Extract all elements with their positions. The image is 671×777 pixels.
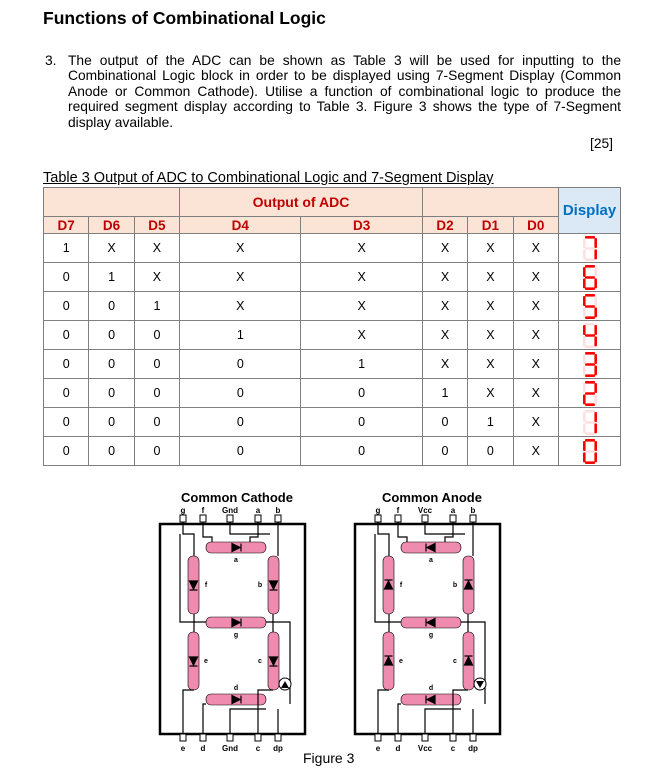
table-cell: X bbox=[134, 263, 179, 292]
table-cell: X bbox=[422, 321, 467, 350]
segment-b bbox=[594, 354, 597, 364]
table-cell: 1 bbox=[44, 234, 89, 263]
segment-b bbox=[594, 412, 597, 422]
table-cell: X bbox=[513, 292, 558, 321]
segment-c bbox=[594, 394, 597, 404]
segment-f bbox=[583, 238, 586, 248]
table-cell: X bbox=[422, 234, 467, 263]
segment-label: g bbox=[233, 632, 239, 639]
cathode-diagram bbox=[150, 504, 325, 764]
table-cell: X bbox=[513, 234, 558, 263]
table-row bbox=[44, 437, 621, 466]
table-cell: X bbox=[513, 437, 558, 466]
table-cell: X bbox=[513, 263, 558, 292]
table-cell: X bbox=[301, 321, 422, 350]
segment-c bbox=[594, 307, 597, 317]
table-cell: 1 bbox=[180, 321, 301, 350]
table-cell: 0 bbox=[89, 292, 134, 321]
segment-d bbox=[585, 287, 595, 290]
segment-label: a bbox=[234, 557, 238, 564]
table-cell: X bbox=[468, 379, 513, 408]
column-header-d3: D3 bbox=[301, 217, 422, 234]
segment-c bbox=[594, 336, 597, 346]
segment-a bbox=[585, 294, 595, 297]
question-number: 3. bbox=[45, 53, 57, 68]
top-pin-label: b bbox=[470, 506, 476, 515]
table-cell: 0 bbox=[301, 408, 422, 437]
segment-e bbox=[583, 278, 586, 288]
segment-g bbox=[585, 363, 595, 366]
table-cell: 0 bbox=[134, 321, 179, 350]
top-pin-label: a bbox=[255, 506, 261, 515]
segment-d bbox=[585, 403, 595, 406]
table-cell: X bbox=[468, 263, 513, 292]
table-row bbox=[44, 350, 621, 379]
segment-a bbox=[585, 265, 595, 268]
bottom-pin-label: c bbox=[255, 744, 261, 753]
segment-g bbox=[585, 305, 595, 308]
segment-g bbox=[585, 421, 595, 424]
display-digit-5 bbox=[559, 292, 621, 321]
segment-f bbox=[583, 412, 586, 422]
table-cell: X bbox=[89, 234, 134, 263]
segment-f bbox=[583, 325, 586, 335]
display-digit-0 bbox=[559, 437, 621, 466]
table-cell: 0 bbox=[44, 408, 89, 437]
segment-e bbox=[583, 452, 586, 462]
segment-e bbox=[583, 307, 586, 317]
segment-b bbox=[594, 325, 597, 335]
display-digit-7 bbox=[559, 234, 621, 263]
table-cell: 0 bbox=[89, 408, 134, 437]
segment-a bbox=[585, 410, 595, 413]
segment-g bbox=[585, 392, 595, 395]
seven-segment-icon bbox=[582, 380, 598, 407]
segment-c bbox=[594, 278, 597, 288]
top-pin-label: f bbox=[201, 506, 205, 515]
table-cell: 0 bbox=[180, 350, 301, 379]
segment-g bbox=[585, 247, 595, 250]
table-cell: X bbox=[301, 234, 422, 263]
cathode-title: Common Cathode bbox=[181, 490, 293, 505]
table-cell: X bbox=[513, 350, 558, 379]
table-cell: X bbox=[513, 321, 558, 350]
table-cell: 0 bbox=[44, 350, 89, 379]
table-cell: 1 bbox=[422, 379, 467, 408]
segment-label: a bbox=[429, 557, 433, 564]
display-header: Display bbox=[559, 188, 621, 234]
table-cell: 0 bbox=[44, 263, 89, 292]
table-row bbox=[44, 263, 621, 292]
segment-f bbox=[583, 383, 586, 393]
segment-b bbox=[594, 441, 597, 451]
table-cell: X bbox=[180, 234, 301, 263]
table-cell: 0 bbox=[44, 379, 89, 408]
table-cell: X bbox=[468, 350, 513, 379]
table-cell: 0 bbox=[468, 437, 513, 466]
segment-d bbox=[585, 258, 595, 261]
figure-caption: Figure 3 bbox=[303, 750, 355, 766]
adc-table bbox=[43, 187, 621, 466]
table-caption: Table 3 Output of ADC to Combinational Logic and 7-Segment Display bbox=[43, 170, 494, 186]
display-digit-2 bbox=[559, 379, 621, 408]
top-pin-label: a bbox=[450, 506, 456, 515]
table-cell: 0 bbox=[134, 408, 179, 437]
bottom-pin-label: dp bbox=[468, 744, 478, 753]
seven-segment-icon bbox=[582, 235, 598, 262]
seven-segment-icon bbox=[582, 409, 598, 436]
table-cell: 0 bbox=[44, 292, 89, 321]
table-cell: 0 bbox=[301, 437, 422, 466]
segment-c bbox=[594, 365, 597, 375]
table-cell: X bbox=[513, 408, 558, 437]
table-row bbox=[44, 321, 621, 350]
table-cell: 1 bbox=[89, 263, 134, 292]
segment-f bbox=[583, 267, 586, 277]
table-cell: 0 bbox=[180, 379, 301, 408]
column-header-d0: D0 bbox=[513, 217, 558, 234]
seven-segment-icon bbox=[582, 264, 598, 291]
table-cell: 0 bbox=[180, 437, 301, 466]
seven-segment-icon bbox=[582, 293, 598, 320]
table-row bbox=[44, 292, 621, 321]
segment-g bbox=[585, 334, 595, 337]
segment-label: c bbox=[453, 658, 457, 665]
top-pin-label: f bbox=[396, 506, 400, 515]
table-cell: 0 bbox=[134, 379, 179, 408]
segment-b bbox=[594, 383, 597, 393]
question-text: The output of the ADC can be shown as Table 3 will be used for inputting to the Combinational Logic block in order to be displayed using 7-Segment Display (Common Anode or Common Cathode). Utilise a function of combinational logic to produce the required segment display according to Table 3. Figure 3 shows the type of 7-Segment display available. bbox=[68, 53, 621, 130]
table-cell: 1 bbox=[134, 292, 179, 321]
segment-b bbox=[594, 267, 597, 277]
table-row bbox=[44, 379, 621, 408]
column-header-d1: D1 bbox=[468, 217, 513, 234]
table-cell: 0 bbox=[44, 321, 89, 350]
segment-g bbox=[585, 450, 595, 453]
segment-label: e bbox=[204, 658, 208, 665]
segment-d bbox=[585, 316, 595, 319]
segment-a bbox=[585, 381, 595, 384]
segment-label: c bbox=[258, 658, 262, 665]
table-cell: 0 bbox=[89, 321, 134, 350]
display-digit-6 bbox=[559, 263, 621, 292]
table-cell: X bbox=[180, 263, 301, 292]
anode-diagram bbox=[345, 504, 520, 764]
column-header-d7: D7 bbox=[44, 217, 89, 234]
segment-c bbox=[594, 452, 597, 462]
bottom-pin-label: dp bbox=[273, 744, 283, 753]
segment-label: d bbox=[428, 685, 434, 692]
bottom-pin-label: d bbox=[200, 744, 206, 753]
table-cell: X bbox=[422, 263, 467, 292]
bottom-pin-label: e bbox=[375, 744, 381, 753]
group-header: Output of ADC bbox=[180, 188, 423, 217]
table-row bbox=[44, 408, 621, 437]
segment-f bbox=[583, 441, 586, 451]
display-digit-4 bbox=[559, 321, 621, 350]
column-header-d2: D2 bbox=[422, 217, 467, 234]
segment-g bbox=[585, 276, 595, 279]
table-cell: X bbox=[180, 292, 301, 321]
segment-c bbox=[594, 423, 597, 433]
table-cell: 0 bbox=[134, 437, 179, 466]
column-header-d6: D6 bbox=[89, 217, 134, 234]
question-marks: [25] bbox=[590, 136, 614, 151]
segment-label: f bbox=[399, 582, 403, 589]
table-cell: 0 bbox=[89, 350, 134, 379]
top-pin-label: g bbox=[180, 506, 186, 515]
top-pin-label: Vcc bbox=[417, 506, 433, 515]
anode-title: Common Anode bbox=[382, 490, 482, 505]
segment-e bbox=[583, 249, 586, 259]
table-cell: X bbox=[468, 292, 513, 321]
bottom-pin-label: c bbox=[450, 744, 456, 753]
table-cell: 0 bbox=[301, 379, 422, 408]
table-cell: 0 bbox=[89, 379, 134, 408]
table-cell: X bbox=[134, 234, 179, 263]
segment-b bbox=[594, 238, 597, 248]
bottom-pin-label: e bbox=[180, 744, 186, 753]
table-cell: X bbox=[422, 350, 467, 379]
table-cell: 0 bbox=[44, 437, 89, 466]
table-cell: X bbox=[301, 263, 422, 292]
top-pin-label: Gnd bbox=[222, 506, 238, 515]
display-digit-1 bbox=[559, 408, 621, 437]
display-digit-3 bbox=[559, 350, 621, 379]
segment-label: e bbox=[399, 658, 403, 665]
table-cell: 0 bbox=[134, 350, 179, 379]
top-pin-label: g bbox=[375, 506, 381, 515]
table-cell: 1 bbox=[301, 350, 422, 379]
bottom-pin-label: Gnd bbox=[222, 744, 238, 753]
segment-c bbox=[594, 249, 597, 259]
segment-e bbox=[583, 336, 586, 346]
bottom-pin-label: d bbox=[395, 744, 401, 753]
table-cell: X bbox=[301, 292, 422, 321]
column-header-d4: D4 bbox=[180, 217, 301, 234]
table-cell: 0 bbox=[180, 408, 301, 437]
segment-a bbox=[585, 323, 595, 326]
bottom-pin-label: Vcc bbox=[417, 744, 433, 753]
segment-a bbox=[585, 236, 595, 239]
segment-d bbox=[585, 432, 595, 435]
segment-d bbox=[585, 345, 595, 348]
table-cell: X bbox=[468, 234, 513, 263]
segment-a bbox=[585, 439, 595, 442]
segment-d bbox=[585, 374, 595, 377]
segment-a bbox=[585, 352, 595, 355]
segment-label: b bbox=[452, 582, 458, 589]
table-cell: 0 bbox=[89, 437, 134, 466]
column-header-d5: D5 bbox=[134, 217, 179, 234]
table-cell: 1 bbox=[468, 408, 513, 437]
segment-d bbox=[585, 461, 595, 464]
page-heading: Functions of Combinational Logic bbox=[43, 8, 326, 28]
segment-label: d bbox=[233, 685, 239, 692]
segment-label: f bbox=[204, 582, 208, 589]
table-cell: X bbox=[468, 321, 513, 350]
segment-f bbox=[583, 354, 586, 364]
table-cell: 0 bbox=[422, 408, 467, 437]
segment-label: b bbox=[257, 582, 263, 589]
seven-segment-icon bbox=[582, 322, 598, 349]
table-cell: X bbox=[422, 292, 467, 321]
table-cell: X bbox=[513, 379, 558, 408]
top-pin-label: b bbox=[275, 506, 281, 515]
segment-f bbox=[583, 296, 586, 306]
segment-e bbox=[583, 365, 586, 375]
seven-segment-icon bbox=[582, 351, 598, 378]
segment-b bbox=[594, 296, 597, 306]
segment-e bbox=[583, 423, 586, 433]
seven-segment-icon bbox=[582, 438, 598, 465]
table-cell: 0 bbox=[422, 437, 467, 466]
segment-e bbox=[583, 394, 586, 404]
table-row bbox=[44, 234, 621, 263]
segment-label: g bbox=[428, 632, 434, 639]
